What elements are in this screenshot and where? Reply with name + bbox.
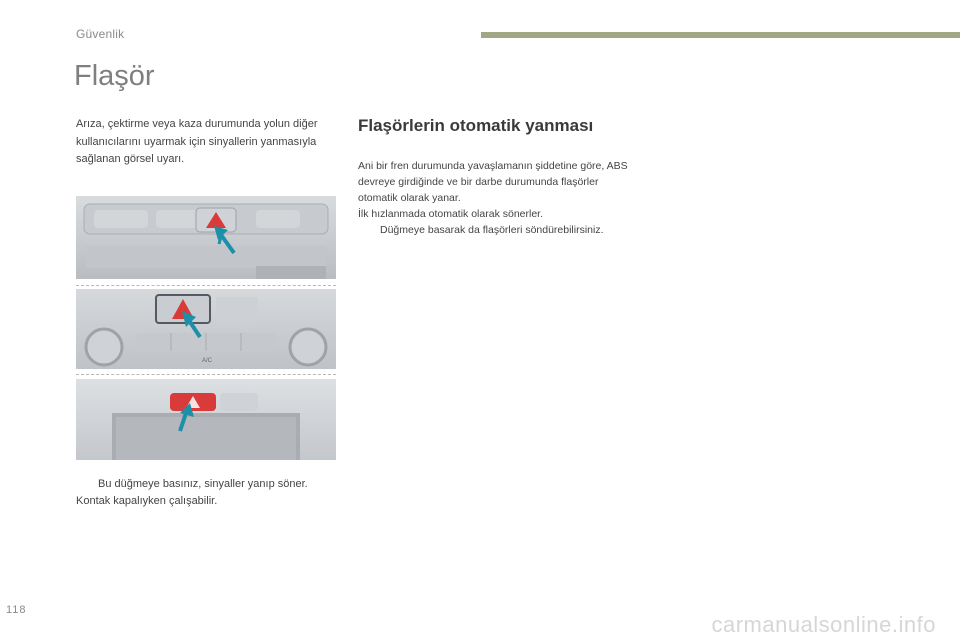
section-label: Güvenlik xyxy=(76,27,125,41)
bottom-note xyxy=(76,476,346,510)
auto-section-paragraph-2: İlk hızlanmada otomatik olarak sönerler. xyxy=(358,208,544,220)
auto-section-title: Flaşörlerin otomatik yanması xyxy=(358,116,594,135)
bottom-note-bullet xyxy=(76,476,346,493)
auto-section-body xyxy=(358,158,633,238)
page-title: Flaşör xyxy=(74,60,155,92)
hazard-photo-2 xyxy=(76,289,336,369)
watermark: carmanualsonline.info xyxy=(711,612,936,637)
hazard-photo-1 xyxy=(76,196,336,279)
bottom-note-line-1: Bu düğmeye basınız, sinyaller yanıp söner. xyxy=(98,478,308,490)
bullet-icon xyxy=(76,476,98,493)
image-separator xyxy=(76,374,336,375)
bullet-icon xyxy=(358,222,380,238)
auto-section-bullet xyxy=(358,222,633,238)
page-number: 118 xyxy=(6,604,27,616)
image-separator xyxy=(76,285,336,286)
auto-section-bullet-text: Düğmeye basarak da flaşörleri söndürebilirsiniz. xyxy=(380,224,604,236)
ac-label: A/C xyxy=(202,358,213,364)
bottom-note-line-2: Kontak kapalıyken çalışabilir. xyxy=(76,495,218,507)
hazard-photo-3 xyxy=(76,379,336,460)
header-accent-bar xyxy=(481,32,960,38)
intro-text: Arıza, çektirme veya kaza durumunda yolun diğer kullanıcılarını uyarmak için sinyallerin yanmasıyla sağlanan görsel uyarı. xyxy=(76,118,318,165)
auto-section-paragraph-1: Ani bir fren durumunda yavaşlamanın şiddetine göre, ABS devreye girdiğinde ve bir darbe durumunda flaşörler otomatik olarak yanar. xyxy=(358,160,628,204)
